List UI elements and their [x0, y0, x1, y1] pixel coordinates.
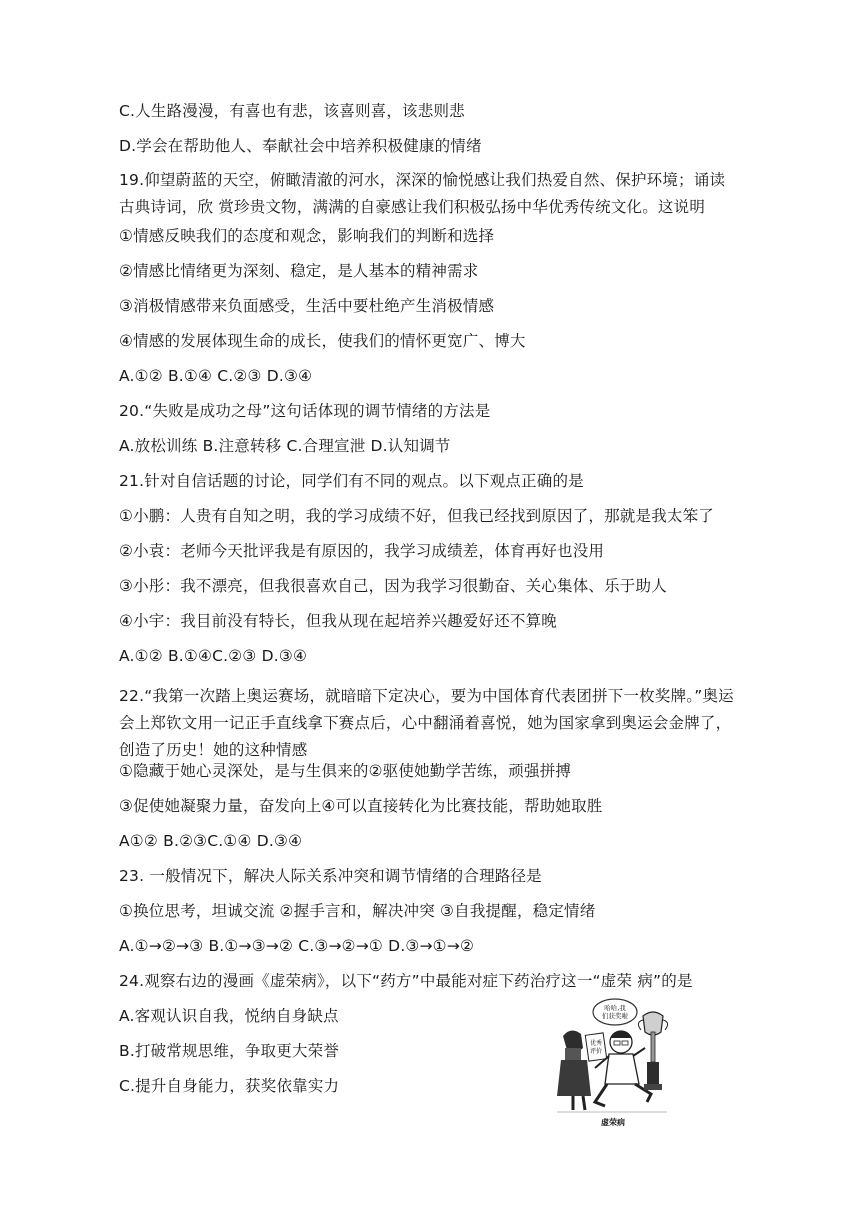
q18-option-c: C.人生路漫漫，有喜也有悲，该喜则喜，该悲则悲	[119, 102, 465, 120]
q22-items-1-2: ①隐藏于她心灵深处，是与生俱来的②驱使她勤学苦练，顽强拼搏	[119, 762, 572, 780]
camera-icon	[565, 1048, 581, 1060]
card-text-1: 优秀	[589, 1040, 603, 1047]
bubble-text-2: 们获奖啦	[602, 1012, 628, 1020]
q23-stem: 23. 一般情况下，解决人际关系冲突和调节情绪的合理路径是	[119, 867, 542, 885]
q21-item-2: ②小袁：老师今天批评我是有原因的，我学习成绩差，体育再好也没用	[119, 542, 605, 560]
vanity-cartoon-illustration	[551, 994, 675, 1130]
q22-items-3-4: ③促使她凝聚力量，奋发向上④可以直接转化为比赛技能，帮助她取胜	[119, 797, 603, 815]
q19-item-1: ①情感反映我们的态度和观念，影响我们的判断和选择	[119, 227, 495, 245]
evaluation-card	[585, 1033, 606, 1061]
q24-option-a: A.客观认识自我，悦纳自身缺点	[119, 1007, 339, 1025]
trophy-icon	[643, 1012, 663, 1035]
q19-item-2: ②情感比情绪更为深刻、稳定，是人基本的精神需求	[119, 262, 479, 280]
q22-options: A①② B.②③C.①④ D.③④	[119, 832, 303, 850]
q23-options: A.①→②→③ B.①→③→② C.③→②→① D.③→①→②	[119, 937, 475, 955]
bubble-text-1: 哈哈,我	[604, 1004, 626, 1012]
q19-item-4: ④情感的发展体现生命的成长，使我们的情怀更宽广、博大	[119, 332, 526, 350]
q21-stem: 21.针对自信话题的讨论，同学们有不同的观点。以下观点正确的是	[119, 472, 584, 490]
q19-item-3: ③消极情感带来负面感受，生活中要杜绝产生消极情感	[119, 297, 495, 315]
q22-stem: 22.“我第一次踏上奥运赛场，就暗暗下定决心，要为中国体育代表团拼下一枚奖牌。”奥运会上郑钦文用一记正手直线拿下赛点后，心中翻涌着喜悦，她为国家拿到奥运会金牌了，创造了历史！她的这种情感	[119, 687, 734, 759]
q21-item-3: ③小彤：我不漂亮，但我很喜欢自己，因为我学习很勤奋、关心集体、乐于助人	[119, 577, 667, 595]
q24-option-c: C.提升自身能力，获奖依靠实力	[119, 1077, 340, 1095]
q21-item-4: ④小宇：我目前没有特长，但我从现在起培养兴趣爱好还不算晚	[119, 612, 557, 630]
card-text-2: 评价	[589, 1048, 603, 1055]
q21-options: A.①② B.①④C.②③ D.③④	[119, 647, 308, 665]
q19-stem: 19.仰望蔚蓝的天空，俯瞰清澈的河水，深深的愉悦感让我们热爱自然、保护环境；诵读古典诗词，欣 赏珍贵文物，满满的自豪感让我们积极弘扬中华优秀传统文化。这说明	[119, 171, 726, 216]
q19-options: A.①② B.①④ C.②③ D.③④	[119, 367, 313, 385]
q20-options: A.放松训练 B.注意转移 C.合理宣泄 D.认知调节	[119, 437, 451, 455]
q24-option-b: B.打破常规思维，争取更大荣誉	[119, 1042, 340, 1060]
q18-option-d: D.学会在帮助他人、奉献社会中培养积极健康的情绪	[119, 137, 482, 155]
cartoon-caption: 虚荣病	[601, 1118, 625, 1127]
q24-stem: 24.观察右边的漫画《虚荣病》，以下“药方”中最能对症下药治疗这一“虚荣 病”的是	[119, 972, 693, 990]
q20-stem: 20.“失败是成功之母”这句话体现的调节情绪的方法是	[119, 402, 491, 420]
q23-items: ①换位思考，坦诚交流 ②握手言和，解决冲突 ③自我提醒，稳定情绪	[119, 902, 596, 920]
q21-item-1: ①小鹏：人贵有自知之明，我的学习成绩不好，但我已经找到原因了，那就是我太笨了	[119, 507, 714, 525]
